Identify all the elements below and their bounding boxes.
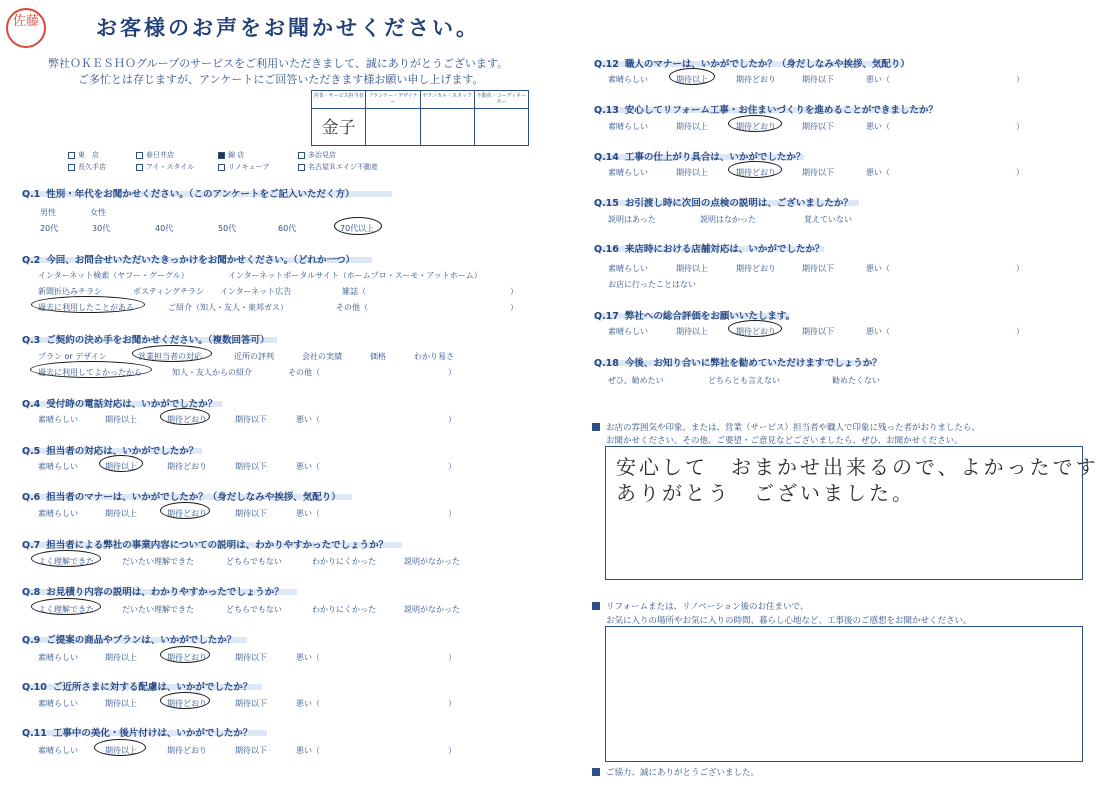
option-reason[interactable]: わかり易さ (414, 352, 454, 361)
option-reason[interactable]: 会社の実績 (302, 352, 342, 361)
option-reason-selected[interactable]: 営業担当者の対応 (138, 352, 202, 361)
staff-header-technical: テクニカル・スタッフ (421, 91, 474, 109)
comment-prompt-2-line-2: お気に入りの場所やお気に入りの時間、暮らし心地など、工事後のご感想をお聞かせください。 (606, 616, 972, 626)
question-q2: Q.2 今回、お問合せいただいたきっかけをお聞かせください。（どれか一つ） (22, 255, 356, 266)
square-bullet-icon (592, 768, 600, 776)
option-rating[interactable]: 素晴らしい (608, 75, 648, 84)
selection-circle (728, 161, 782, 178)
store-checkbox-checked[interactable]: 錦 店 (218, 150, 244, 160)
option-rating[interactable]: 素晴らしい (608, 122, 648, 131)
paren-close: ） (448, 653, 456, 662)
option-understand[interactable]: 説明がなかった (404, 557, 460, 566)
option-rating[interactable]: 素晴らしい (38, 746, 78, 755)
paren-close: ） (448, 699, 456, 708)
option-understand-selected[interactable]: よく理解できた (38, 605, 94, 614)
option-rating[interactable]: 期待以上 (105, 699, 137, 708)
selection-circle (31, 598, 101, 615)
option-understand[interactable]: どちらでもない (226, 557, 282, 566)
store-checkbox[interactable]: 長久手店 (68, 162, 106, 172)
comment-box-2[interactable] (605, 626, 1083, 762)
option-rating-selected[interactable]: 期待どおり (167, 653, 207, 662)
option-rating[interactable]: 素晴らしい (38, 415, 78, 424)
staff-header-sales: 営業・サービス担当者 (312, 91, 365, 109)
option-rating[interactable]: 期待以上 (676, 168, 708, 177)
option-age-selected[interactable]: 70代以上 (340, 224, 375, 233)
option-explain[interactable]: 覚えていない (804, 215, 852, 224)
option-rating[interactable]: 悪い（ (296, 509, 320, 518)
question-q16: Q.16 来店時における店舗対応は、いかがでしたか？ (594, 244, 825, 255)
comment-prompt-1-line-2: お聞かせください。その他、ご要望・ご意見などございましたら、ぜひ、お聞かせください。 (606, 436, 963, 446)
option-rating[interactable]: 悪い（ (296, 462, 320, 471)
option-explain[interactable]: 説明はあった (608, 215, 656, 224)
option-recommend[interactable]: どちらとも言えない (708, 376, 780, 385)
option-rating[interactable]: 期待以下 (235, 746, 267, 755)
store-checkbox[interactable]: アイ・スタイル (136, 162, 194, 172)
option-understand[interactable]: 説明がなかった (404, 605, 460, 614)
store-checkbox[interactable]: 東 店 (68, 150, 99, 160)
option-rating[interactable]: 悪い（ (296, 415, 320, 424)
staff-cell-sales (312, 91, 366, 145)
option-rating[interactable]: 悪い（ (296, 653, 320, 662)
handwritten-answer-line-2: ありがとう ございました。 (616, 481, 915, 505)
option-rating[interactable]: 悪い（ (866, 75, 890, 84)
option-reason-selected[interactable]: 過去に利用してよかったから (38, 368, 142, 377)
option-rating[interactable]: 期待どおり (167, 746, 207, 755)
paren-close: ） (1016, 327, 1024, 336)
option-understand[interactable]: だいたい理解できた (122, 605, 194, 614)
selection-circle (31, 296, 145, 313)
staff-cell-planner (366, 91, 420, 145)
question-q3: Q.3 ご契約の決め手をお聞かせください。（複数回答可） (22, 335, 270, 346)
selection-circle (94, 739, 146, 756)
option-rating[interactable]: 悪い（ (866, 327, 890, 336)
option-rating[interactable]: 期待どおり (736, 75, 776, 84)
option-understand[interactable]: だいたい理解できた (122, 557, 194, 566)
option-rating[interactable]: 期待以上 (676, 327, 708, 336)
selection-circle (31, 550, 101, 567)
option-rating[interactable]: 悪い（ (866, 168, 890, 177)
question-q9: Q.9 ご提案の商品やプランは、いかがでしたか？ (22, 635, 237, 646)
question-q14: Q.14 工事の仕上がり具合は、いかがでしたか？ (594, 152, 806, 163)
option-explain[interactable]: 説明はなかった (700, 215, 756, 224)
option-rating[interactable]: 悪い（ (296, 699, 320, 708)
question-q1: Q.1 性別・年代をお聞かせください。（このアンケートをご記入いただく方） (22, 189, 355, 200)
option-rating[interactable]: 期待どおり (736, 264, 776, 273)
option-female[interactable]: 女性 (90, 208, 106, 217)
paren-close: ） (1016, 75, 1024, 84)
page-title: お客様のお声をお聞かせください。 (96, 16, 480, 40)
question-q4: Q.4 受付時の電話対応は、いかがでしたか？ (22, 399, 218, 410)
handwritten-answer-line-1: 安心して おまかせ出来るので、よかったです (616, 455, 1099, 479)
option-rating-selected[interactable]: 期待以上 (676, 75, 708, 84)
option-source-selected[interactable]: 過去に利用したことがある (38, 303, 134, 312)
selection-circle (132, 345, 212, 362)
option-reason[interactable]: プラン or デザイン (38, 352, 107, 361)
question-q7: Q.7 担当者による弊社の事業内容についての説明は、わかりやすかったでしょうか？ (22, 540, 389, 551)
question-q6: Q.6 担当者のマナーは、いかがでしたか？（身だしなみや挨拶、気配り） (22, 492, 341, 503)
option-rating[interactable]: 期待以上 (105, 653, 137, 662)
option-rating-selected[interactable]: 期待どおり (736, 122, 776, 131)
staff-table (311, 90, 529, 146)
intro-line-1: 弊社ＯＫＥＳＨＯグループのサービスをご利用いただきまして、誠にありがとうございます。 (48, 57, 509, 70)
option-understand-selected[interactable]: よく理解できた (38, 557, 94, 566)
paren-close: ） (1016, 168, 1024, 177)
option-source[interactable]: 雑誌（ (342, 287, 366, 296)
option-rating[interactable]: 期待以下 (235, 462, 267, 471)
store-checkbox[interactable]: 名古屋Ｒエイジ不動産 (298, 162, 378, 172)
selection-circle (334, 217, 382, 235)
option-age[interactable]: 20代 (40, 224, 59, 233)
option-reason[interactable]: その他（ (288, 368, 320, 377)
staff-header-realestate: 不動産・コーディネーター (475, 91, 528, 109)
paren-close: ） (1016, 122, 1024, 131)
selection-circle (99, 455, 143, 472)
option-rating[interactable]: 期待以下 (802, 327, 834, 336)
comment-prompt-2: リフォームまたは、リノベーション後のお住まいで、 (592, 600, 808, 612)
seal-text: 佐藤 (12, 14, 39, 29)
option-never-visited[interactable]: お店に行ったことはない (608, 280, 696, 289)
option-rating[interactable]: 期待以下 (802, 264, 834, 273)
option-rating[interactable]: 悪い（ (866, 122, 890, 131)
store-checkbox[interactable]: リノキューブ (218, 162, 269, 172)
option-recommend[interactable]: 勧めたくない (832, 376, 880, 385)
selection-circle (160, 692, 210, 709)
option-rating[interactable]: 期待以下 (802, 122, 834, 131)
option-understand[interactable]: わかりにくかった (312, 605, 376, 614)
paren-close: ） (510, 287, 518, 296)
question-q11: Q.11 工事中の美化・後片付けは、いかがでしたか？ (22, 728, 253, 739)
staff-cell-realestate (475, 91, 528, 145)
option-source[interactable]: ポスティングチラシ (133, 287, 205, 296)
thanks-message: ご協力、誠にありがとうございました。 (592, 766, 759, 778)
option-age[interactable]: 50代 (218, 224, 237, 233)
paren-close: ） (448, 746, 456, 755)
selection-circle (160, 502, 210, 519)
option-source[interactable]: インターネット検索（ヤフー・グーグル） (38, 271, 189, 280)
question-q12: Q.12 職人のマナーは、いかがでしたか？（身だしなみや挨拶、気配り） (594, 59, 910, 70)
option-rating-selected[interactable]: 期待以上 (105, 746, 137, 755)
option-rating[interactable]: 素晴らしい (608, 327, 648, 336)
staff-sales-name: 金子 (321, 118, 356, 138)
question-q13: Q.13 安心してリフォーム工事・お住まいづくりを進めることができましたか？ (594, 105, 938, 116)
seal-stamp (6, 8, 46, 48)
intro-line-2: ご多忙とは存じますが、アンケートにご回答いただきます様お願い申し上げます。 (78, 73, 484, 86)
option-source[interactable]: ご紹介（知人・友人・東邦ガス） (168, 303, 288, 312)
staff-cell-technical (421, 91, 475, 145)
option-rating-selected[interactable]: 期待どおり (736, 327, 776, 336)
option-rating[interactable]: 期待以下 (235, 699, 267, 708)
option-rating[interactable]: 期待どおり (167, 462, 207, 471)
paren-close: ） (448, 462, 456, 471)
option-rating[interactable]: 悪い（ (296, 746, 320, 755)
option-rating-selected[interactable]: 期待どおり (167, 699, 207, 708)
comment-prompt-1: お店の雰囲気や印象。または、営業（サービス）担当者や職人で印象に残った者がおりましたら、 (592, 421, 980, 433)
square-bullet-icon (592, 602, 600, 610)
staff-header-planner: プランナー・デザイナー (366, 91, 419, 109)
paren-close: ） (448, 509, 456, 518)
paren-close: ） (448, 415, 456, 424)
option-understand[interactable]: わかりにくかった (312, 557, 376, 566)
option-rating[interactable]: 素晴らしい (38, 699, 78, 708)
store-checkbox[interactable]: 春日井店 (136, 150, 174, 160)
option-reason[interactable]: 知人・友人からの紹介 (172, 368, 252, 377)
option-rating[interactable]: 素晴らしい (608, 168, 648, 177)
option-rating[interactable]: 期待以下 (235, 509, 267, 518)
paren-close: ） (448, 368, 456, 377)
paren-close: ） (510, 303, 518, 312)
option-age[interactable]: 30代 (92, 224, 111, 233)
option-age[interactable]: 40代 (155, 224, 174, 233)
option-rating[interactable]: 素晴らしい (38, 509, 78, 518)
option-reason[interactable]: 価格 (370, 352, 386, 361)
option-rating[interactable]: 期待以上 (105, 415, 137, 424)
option-rating[interactable]: 期待以上 (105, 509, 137, 518)
option-rating[interactable]: 素晴らしい (38, 653, 78, 662)
option-recommend[interactable]: ぜひ、勧めたい (608, 376, 664, 385)
option-source[interactable]: 新聞折込みチラシ (38, 287, 102, 296)
selection-circle (160, 408, 210, 425)
option-rating[interactable]: 素晴らしい (608, 264, 648, 273)
selection-circle (728, 320, 782, 337)
option-rating[interactable]: 悪い（ (866, 264, 890, 273)
question-q17: Q.17 弊社への総合評価をお願いいたします。 (594, 311, 796, 322)
option-reason[interactable]: 近所の評判 (234, 352, 274, 361)
option-rating-selected[interactable]: 期待以上 (105, 462, 137, 471)
question-q10: Q.10 ご近所さまに対する配慮は、いかがでしたか？ (22, 682, 253, 693)
option-rating[interactable]: 期待以下 (235, 415, 267, 424)
paren-close: ） (1016, 264, 1024, 273)
option-age[interactable]: 60代 (278, 224, 297, 233)
option-rating-selected[interactable]: 期待どおり (736, 168, 776, 177)
option-rating[interactable]: 期待以下 (802, 168, 834, 177)
option-rating[interactable]: 期待以下 (235, 653, 267, 662)
selection-circle (669, 68, 715, 85)
option-male[interactable]: 男性 (40, 208, 56, 217)
option-source[interactable]: その他（ (336, 303, 368, 312)
option-rating-selected[interactable]: 期待どおり (167, 415, 207, 424)
store-checkbox[interactable]: 多治見店 (298, 150, 336, 160)
comment-box-1[interactable] (605, 446, 1099, 580)
question-q15: Q.15 お引渡し時に次回の点検の説明は、ございましたか？ (594, 198, 853, 209)
option-understand[interactable]: どちらでもない (226, 605, 282, 614)
question-q8: Q.8 お見積り内容の説明は、わかりやすかったでしょうか？ (22, 587, 284, 598)
question-q5: Q.5 担当者の対応は、いかがでしたか？ (22, 446, 199, 457)
selection-circle (728, 115, 782, 132)
option-rating[interactable]: 期待以上 (676, 122, 708, 131)
option-rating[interactable]: 期待以上 (676, 264, 708, 273)
option-rating[interactable]: 期待以下 (802, 75, 834, 84)
option-source[interactable]: インターネット広告 (220, 287, 292, 296)
option-source[interactable]: インターネットポータルサイト（ホームプロ・スーモ・アットホーム） (228, 271, 482, 280)
question-q18: Q.18 今後、お知り合いに弊社を勧めていただけますでしょうか？ (594, 358, 882, 369)
square-bullet-icon (592, 423, 600, 431)
option-rating[interactable]: 素晴らしい (38, 462, 78, 471)
selection-circle (160, 646, 210, 663)
selection-circle (30, 361, 152, 378)
option-rating-selected[interactable]: 期待どおり (167, 509, 207, 518)
